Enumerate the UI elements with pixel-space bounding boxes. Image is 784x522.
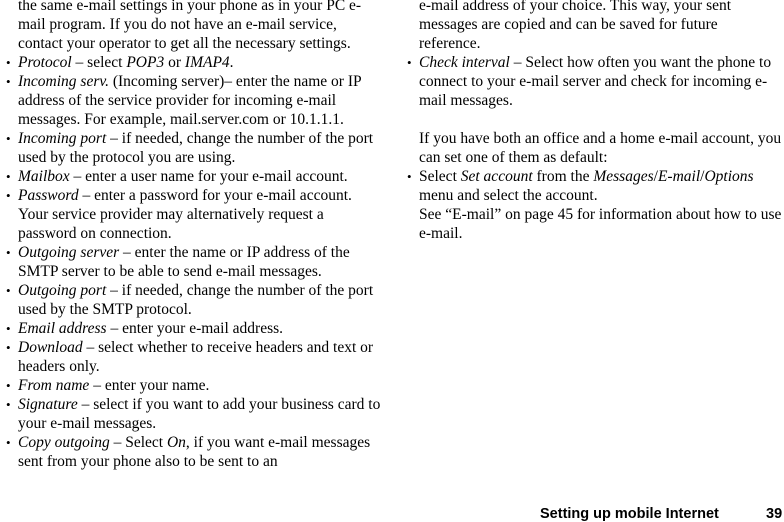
bullet-icon: • — [6, 397, 11, 412]
bullet-icon: • — [6, 340, 11, 355]
footer-section-title: Setting up mobile Internet — [540, 506, 719, 522]
left-column — [3, 0, 383, 471]
see-also-text: See “E-mail” on page 45 for information about how to use e-mail. — [419, 206, 782, 242]
term-protocol: Protocol — [18, 54, 72, 71]
list-item-email-address — [3, 319, 383, 338]
page-number: 39 — [766, 506, 783, 522]
option-on: On — [166, 434, 186, 451]
list-item-signature — [3, 395, 383, 433]
bullet-icon: • — [6, 283, 11, 298]
term-incoming-server: Incoming serv. — [18, 73, 109, 90]
term-outgoing-port: Outgoing port — [18, 282, 107, 299]
term-mailbox: Mailbox — [18, 168, 70, 185]
item-text: – Select how often you want the phone to connect to your e-mail server and check for incoming e-mail messages. — [419, 54, 772, 109]
list-item-password — [3, 186, 383, 243]
item-text: – Select — [109, 434, 167, 451]
menu-separator: / — [700, 168, 705, 185]
intro-paragraph: the same e-mail settings in your phone as in your PC e-mail program. If you do not have an e-mail service, contact your operator to get all the necessary settings. — [18, 0, 362, 52]
item-text: – enter a password for your e-mail account. Your service provider may alternatively request a password on connection. — [18, 187, 352, 242]
item-text: . — [229, 54, 234, 71]
term-set-account: Set account — [460, 168, 533, 185]
item-text: (Incoming server)– enter the name or IP address of the service provider for incoming e-mail messages. For example, mail.server.com or 10.1.1.1. — [18, 73, 362, 128]
bullet-icon: • — [6, 188, 11, 203]
term-check-interval: Check interval — [419, 54, 510, 71]
bullet-icon: • — [407, 169, 412, 184]
menu-separator: / — [653, 168, 658, 185]
term-incoming-port: Incoming port — [18, 130, 107, 147]
list-item-mailbox — [3, 167, 383, 186]
bullet-icon: • — [407, 55, 412, 70]
list-item-check-interval — [404, 53, 782, 110]
term-outgoing-server: Outgoing server — [18, 244, 120, 261]
menu-options: Options — [704, 168, 754, 185]
term-password: Password — [18, 187, 79, 204]
item-text: – if needed, change the number of the port used by the SMTP protocol. — [18, 282, 374, 318]
paragraph-gap — [404, 110, 782, 129]
item-text: – select if you want to add your business card to your e-mail messages. — [18, 396, 381, 432]
item-text: , if you want e-mail messages sent from your phone also to be sent to an — [18, 434, 371, 470]
term-email-address: Email address — [18, 320, 107, 337]
bullet-icon: • — [6, 169, 11, 184]
item-text: Select — [419, 168, 461, 185]
menu-messages: Messages — [593, 168, 654, 185]
term-from-name: From name — [18, 377, 90, 394]
bullet-icon: • — [6, 435, 11, 450]
bullet-icon: • — [6, 131, 11, 146]
term-download: Download — [18, 339, 83, 356]
item-text: menu and select the account. — [419, 187, 598, 204]
list-item-outgoing-port — [3, 281, 383, 319]
list-item-set-account — [404, 167, 782, 243]
bullet-icon: • — [6, 378, 11, 393]
list-item-protocol — [3, 53, 383, 72]
term-signature: Signature — [18, 396, 78, 413]
list-item-from-name — [3, 376, 383, 395]
bullet-icon: • — [6, 74, 11, 89]
term-copy-outgoing: Copy outgoing — [18, 434, 110, 451]
bullet-icon: • — [6, 321, 11, 336]
item-text: or — [164, 54, 185, 71]
continuation-paragraph: e-mail address of your choice. This way, your sent messages are copied and can be saved for future reference. — [419, 0, 732, 52]
item-text: – enter a user name for your e-mail account. — [69, 168, 348, 185]
bullet-icon: • — [6, 245, 11, 260]
list-item-download — [3, 338, 383, 376]
list-item-copy-outgoing — [3, 433, 383, 471]
item-text: – enter your e-mail address. — [106, 320, 284, 337]
item-text: from the — [532, 168, 594, 185]
item-text: – enter the name or IP address of the SMTP server to be able to send e-mail messages. — [18, 244, 350, 280]
item-text: – select — [71, 54, 127, 71]
option-imap4: IMAP4 — [184, 54, 230, 71]
list-item-outgoing-server — [3, 243, 383, 281]
item-text: – enter your name. — [89, 377, 210, 394]
list-item-incoming-port — [3, 129, 383, 167]
item-text: – if needed, change the number of the port used by the protocol you are using. — [18, 130, 374, 166]
office-note-paragraph: If you have both an office and a home e-mail account, you can set one of them as default: — [419, 130, 782, 166]
right-column — [404, 0, 782, 243]
option-pop3: POP3 — [126, 54, 165, 71]
bullet-icon: • — [6, 55, 11, 70]
item-text: – select whether to receive headers and text or headers only. — [18, 339, 374, 375]
menu-email: E-mail — [657, 168, 701, 185]
list-item-incoming-server — [3, 72, 383, 129]
